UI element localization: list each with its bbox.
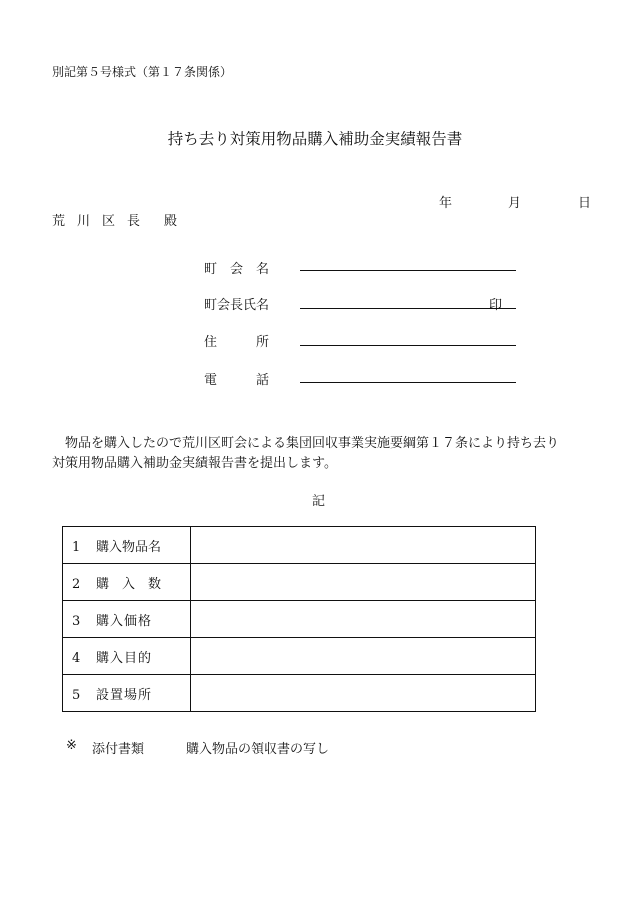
row-label-text: 購 入 数: [96, 576, 162, 592]
form-reference: 別記第５号様式（第１７条関係）: [52, 65, 233, 79]
table-row: [63, 675, 536, 712]
row-label: [63, 638, 191, 675]
table-row: [63, 601, 536, 638]
date-month-label: 月: [508, 196, 522, 211]
addressee: [52, 210, 177, 229]
attachment-value: 購入物品の領収書の写し: [186, 742, 330, 757]
addressee-char: 区: [102, 214, 116, 229]
row-label-text: 購入目的: [96, 650, 153, 666]
addressee-honorific: 殿: [164, 214, 178, 229]
purchase-price-cell[interactable]: [191, 601, 536, 638]
field-label-phone: 電 話: [204, 373, 270, 388]
row-number: 3: [72, 613, 81, 629]
row-label: [63, 601, 191, 638]
date-year-label: 年: [439, 196, 453, 211]
attachment-mark: ※: [66, 738, 77, 753]
document-title: 持ち去り対策用物品購入補助金実績報告書: [167, 130, 463, 148]
row-number: 5: [72, 687, 81, 703]
body-text: [52, 434, 592, 474]
purchased-item-name-cell[interactable]: [191, 527, 536, 564]
row-label-text: 購入物品名: [96, 539, 162, 555]
table-row: [63, 638, 536, 675]
purchase-quantity-cell[interactable]: [191, 564, 536, 601]
body-text-line: 物品を購入したので荒川区町会による集団回収事業実施要綱第１７条により持ち去り: [65, 436, 560, 451]
table-row: [63, 564, 536, 601]
row-label: [63, 564, 191, 601]
addressee-char: 荒: [52, 214, 66, 229]
addressee-char: 川: [77, 214, 91, 229]
addressee-char: 長: [127, 214, 141, 229]
purchase-purpose-cell[interactable]: [191, 638, 536, 675]
ki-heading: 記: [312, 494, 326, 509]
attachment-label: 添付書類: [92, 742, 145, 757]
row-label-text: 設置場所: [96, 687, 153, 703]
row-label: [63, 527, 191, 564]
chokai-name-field[interactable]: [300, 270, 516, 271]
installation-location-cell[interactable]: [191, 675, 536, 712]
seal-mark: 印: [489, 298, 503, 313]
row-number: 4: [72, 650, 81, 666]
chief-name-field[interactable]: [300, 308, 516, 309]
field-label-address: 住 所: [204, 335, 270, 350]
items-table: [62, 526, 536, 712]
table-row: [63, 527, 536, 564]
phone-field[interactable]: [300, 382, 516, 383]
field-label-chokai-name: 町 会 名: [204, 262, 270, 277]
date-day-label: 日: [578, 196, 592, 211]
row-label-text: 購入価格: [96, 613, 153, 629]
row-label: [63, 675, 191, 712]
address-field[interactable]: [300, 345, 516, 346]
body-text-line: 対策用物品購入補助金実績報告書を提出します。: [52, 456, 337, 471]
row-number: 1: [72, 539, 81, 555]
field-label-chief-name: 町会長氏名: [204, 298, 270, 313]
row-number: 2: [72, 576, 81, 592]
